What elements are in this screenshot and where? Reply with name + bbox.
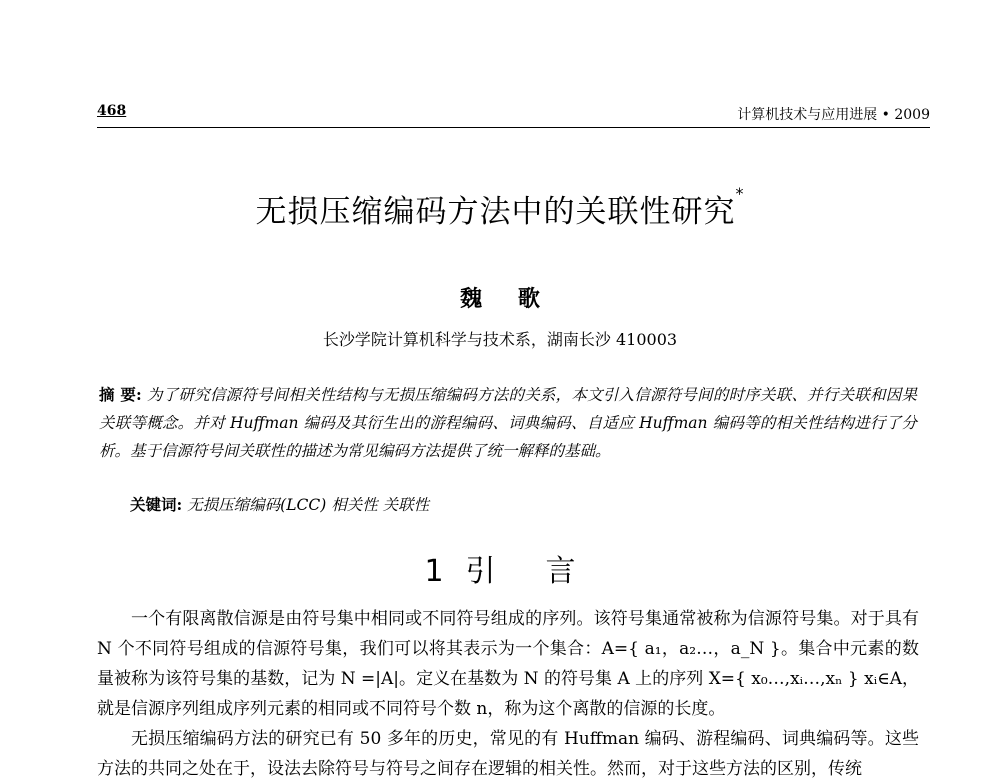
keywords: [130, 493, 429, 515]
author: 魏 歌: [460, 286, 554, 312]
body-text: [97, 604, 919, 784]
title-footnote-mark: *: [735, 184, 745, 203]
body-paragraph: 一个有限离散信源是由符号集中相同或不同符号组成的序列。该符号集通常被称为信源符号集。对于具有 N 个不同符号组成的信源符号集，我们可以将其表示为一个集合：A={ a₁，a₂…，a_N }。集合中元素的数量被称为该符号集的基数，记为 N =|A|。定义在基数为 N 的符号集 A 上的序列 X={ x₀…,xᵢ…,xₙ } xᵢ∈A，就是信源序列组成序列元素的相同或不同符号个数 n，称为这个离散的信源的长度。: [97, 609, 919, 719]
title-text: 无损压缩编码方法中的关联性研究: [255, 194, 736, 230]
section-number: 1: [424, 554, 444, 589]
section-title-part1: 引: [465, 554, 496, 589]
abstract-text: 为了研究信源符号间相关性结构与无损压缩编码方法的关系，本文引入信源符号间的时序关联、并行关联和因果关联等概念。并对 Huffman 编码及其衍生出的游程编码、词典编码、自适应 Huffman 编码等的相关性结构进行了分析。基于信源符号间关联性的描述为常见编码方法提供了统一解释的基础。: [99, 386, 917, 460]
running-head: 计算机技术与应用进展 • 2009: [737, 107, 930, 123]
paper-title: [0, 186, 1000, 231]
page-number: 468: [97, 103, 127, 119]
abstract-label: 摘 要:: [99, 385, 142, 404]
body-paragraph: 无损压缩编码方法的研究已有 50 多年的历史，常见的有 Huffman 编码、游程编码、词典编码等。这些方法的共同之处在于，设法去除符号与符号之间存在逻辑的相关性。然而，对于这些方法的区别，传统: [97, 729, 919, 779]
abstract: [99, 381, 917, 465]
section-title-part2: 言: [545, 554, 576, 589]
keywords-text: 无损压缩编码(LCC) 相关性 关联性: [187, 496, 430, 514]
header-rule: [97, 127, 930, 128]
section-heading: [0, 546, 1000, 590]
keywords-label: 关键词:: [130, 495, 183, 514]
affiliation: 长沙学院计算机科学与技术系，湖南长沙 410003: [322, 330, 678, 349]
